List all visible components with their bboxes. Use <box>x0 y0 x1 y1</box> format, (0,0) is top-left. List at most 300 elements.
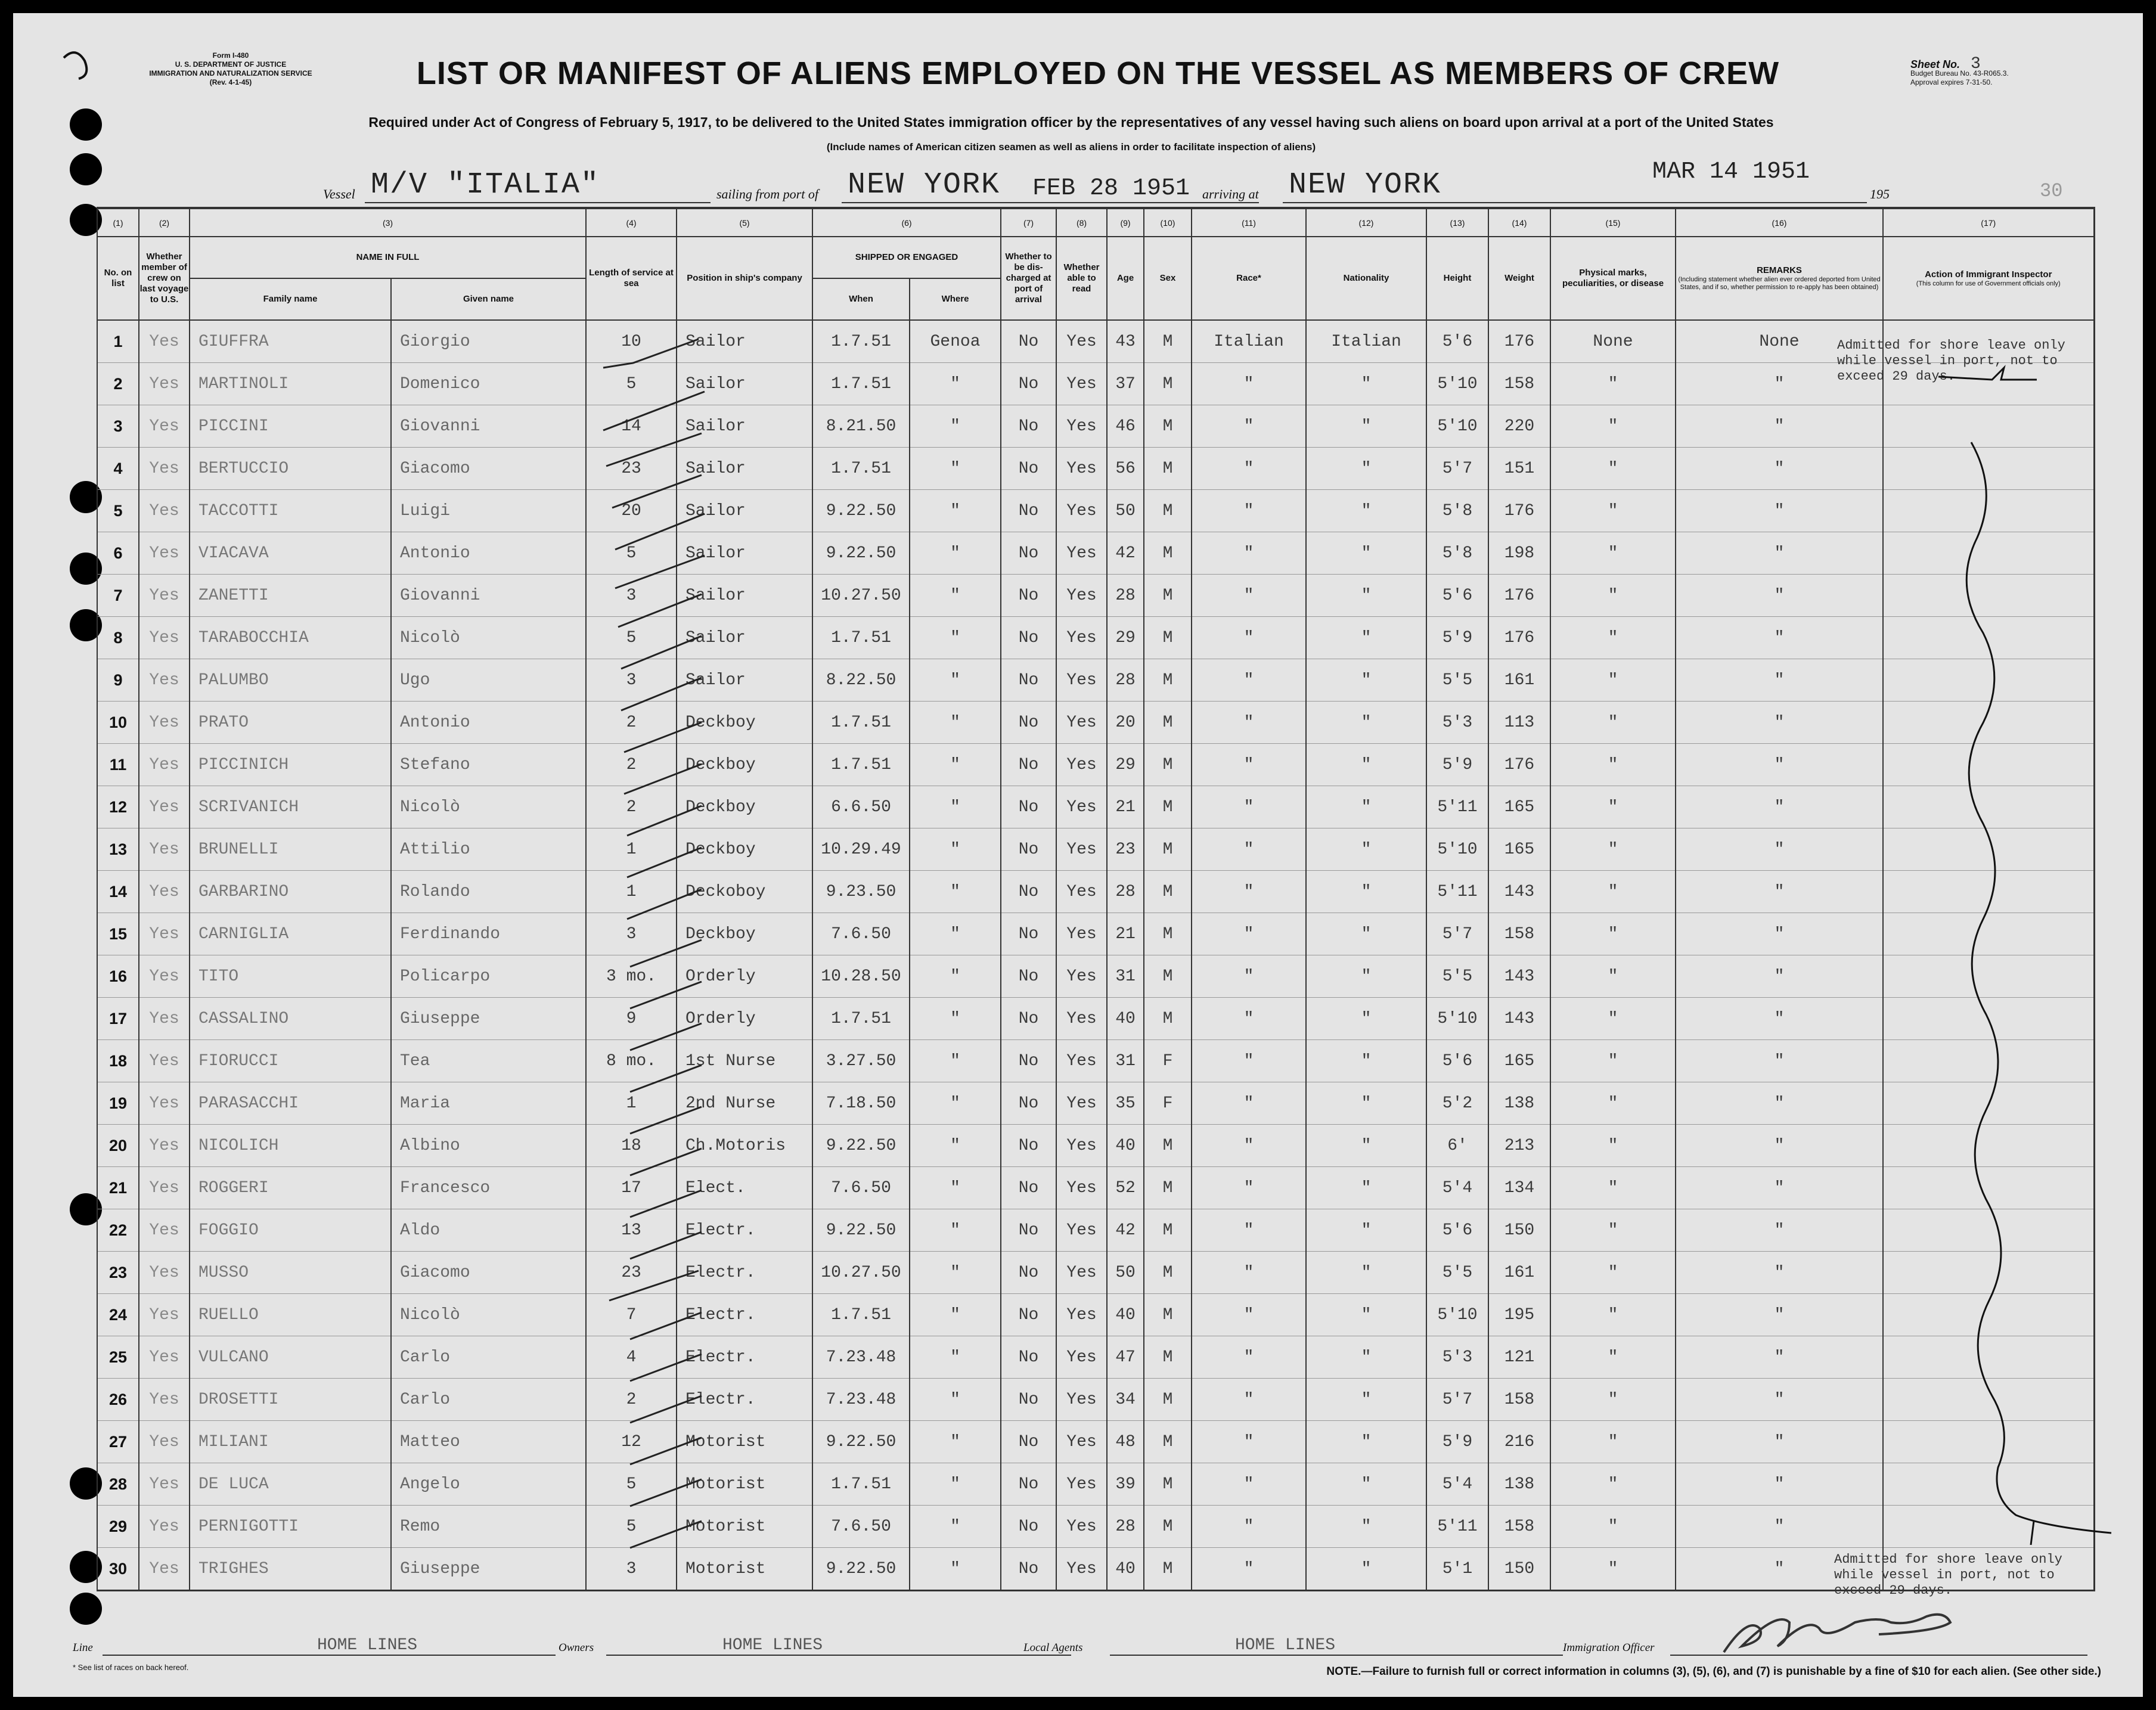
weight-cell: 151 <box>1488 448 1550 490</box>
given-name-cell: Angelo <box>391 1463 586 1506</box>
table-row <box>97 1548 2094 1591</box>
family-name-cell: BERTUCCIO <box>190 448 391 490</box>
sex-cell: M <box>1144 955 1192 998</box>
given-name-cell: Matteo <box>391 1421 586 1463</box>
discharged-cell: No <box>1001 913 1056 955</box>
department: U. S. DEPARTMENT OF JUSTICE <box>175 60 287 69</box>
shipped-when-cell: 9.22.50 <box>812 490 910 532</box>
able-to-read-cell: Yes <box>1056 998 1107 1040</box>
row-number-cell: 17 <box>97 998 139 1040</box>
admitted-note-top: Admitted for shore leave only while vessel in port, not to exceed 29 days. <box>1837 338 2065 384</box>
requirement-text: Required under Act of Congress of February 5, 1917, to be delivered to the United States immigration officer by the representatives of any vessel having such aliens on board upon arrival at a port of the United States <box>368 114 1774 130</box>
crew-last-voyage-cell: Yes <box>139 320 190 363</box>
crew-manifest-table <box>97 207 2095 1591</box>
header-length-service: Length of service at sea <box>586 237 677 320</box>
able-to-read-cell: Yes <box>1056 828 1107 871</box>
race-cell: " <box>1192 1294 1306 1336</box>
col-6-number: (6) <box>812 208 1001 237</box>
col-15-number: (15) <box>1550 208 1676 237</box>
table-row <box>97 1082 2094 1125</box>
agents-label: Local Agents <box>1023 1641 1083 1654</box>
race-cell: " <box>1192 659 1306 702</box>
family-name-cell: PERNIGOTTI <box>190 1506 391 1548</box>
given-name-cell: Nicolò <box>391 617 586 659</box>
weight-cell: 158 <box>1488 363 1550 405</box>
length-of-service-cell: 2 <box>586 786 677 828</box>
able-to-read-cell: Yes <box>1056 490 1107 532</box>
sex-cell: M <box>1144 405 1192 448</box>
inspector-action-cell <box>1883 1167 2094 1209</box>
physical-marks-cell: " <box>1550 871 1676 913</box>
weight-cell: 121 <box>1488 1336 1550 1379</box>
given-name-cell: Rolando <box>391 871 586 913</box>
shipped-where-cell: " <box>910 1209 1001 1252</box>
inspector-action-cell <box>1883 786 2094 828</box>
position-cell: Sailor <box>677 320 812 363</box>
sex-cell: M <box>1144 744 1192 786</box>
able-to-read-cell: Yes <box>1056 320 1107 363</box>
position-cell: Motorist <box>677 1463 812 1506</box>
shipped-when-cell: 10.29.49 <box>812 828 910 871</box>
col-3-number: (3) <box>190 208 586 237</box>
height-cell: 5'6 <box>1426 575 1488 617</box>
position-cell: Motorist <box>677 1548 812 1591</box>
remarks-cell: " <box>1676 448 1883 490</box>
vessel-label: Vessel <box>323 187 355 201</box>
nationality-cell: " <box>1306 998 1426 1040</box>
nationality-cell: " <box>1306 1421 1426 1463</box>
physical-marks-cell: " <box>1550 405 1676 448</box>
family-name-cell: ROGGERI <box>190 1167 391 1209</box>
table-row <box>97 1125 2094 1167</box>
arrival-date: MAR 14 1951 <box>1652 159 1810 185</box>
col-14-number: (14) <box>1488 208 1550 237</box>
remarks-cell: " <box>1676 913 1883 955</box>
inspector-action-cell <box>1883 1209 2094 1252</box>
weight-cell: 138 <box>1488 1082 1550 1125</box>
height-cell: 5'4 <box>1426 1463 1488 1506</box>
shipped-where-cell: " <box>910 744 1001 786</box>
row-number-cell: 8 <box>97 617 139 659</box>
crew-rows <box>97 320 2094 1591</box>
age-cell: 35 <box>1107 1082 1144 1125</box>
height-cell: 5'7 <box>1426 913 1488 955</box>
family-name-cell: DE LUCA <box>190 1463 391 1506</box>
race-cell: " <box>1192 617 1306 659</box>
table-row <box>97 1167 2094 1209</box>
length-of-service-cell: 23 <box>586 1252 677 1294</box>
family-name-cell: CARNIGLIA <box>190 913 391 955</box>
race-cell: " <box>1192 1379 1306 1421</box>
nationality-cell: " <box>1306 1082 1426 1125</box>
page-title: LIST OR MANIFEST OF ALIENS EMPLOYED ON THE VESSEL AS MEMBERS OF CREW <box>416 55 1780 91</box>
given-name-cell: Ferdinando <box>391 913 586 955</box>
table-row <box>97 913 2094 955</box>
discharged-cell: No <box>1001 1125 1056 1167</box>
crew-last-voyage-cell: Yes <box>139 617 190 659</box>
age-cell: 20 <box>1107 702 1144 744</box>
given-name-cell: Giovanni <box>391 405 586 448</box>
race-cell: " <box>1192 532 1306 575</box>
sex-cell: F <box>1144 1040 1192 1082</box>
race-cell: " <box>1192 1209 1306 1252</box>
race-cell: " <box>1192 1082 1306 1125</box>
shipped-when-cell: 1.7.51 <box>812 1463 910 1506</box>
header-inspector-action <box>1883 237 2094 320</box>
nationality-cell: " <box>1306 1548 1426 1591</box>
table-row <box>97 490 2094 532</box>
height-cell: 5'2 <box>1426 1082 1488 1125</box>
length-of-service-cell: 5 <box>586 1463 677 1506</box>
row-number-cell: 13 <box>97 828 139 871</box>
height-cell: 5'10 <box>1426 1294 1488 1336</box>
nationality-cell: " <box>1306 363 1426 405</box>
height-cell: 5'11 <box>1426 1506 1488 1548</box>
position-cell: Deckboy <box>677 913 812 955</box>
height-cell: 6' <box>1426 1125 1488 1167</box>
age-cell: 39 <box>1107 1463 1144 1506</box>
header-height: Height <box>1426 237 1488 320</box>
physical-marks-cell: None <box>1550 320 1676 363</box>
crew-last-voyage-cell: Yes <box>139 1209 190 1252</box>
length-of-service-cell: 5 <box>586 1506 677 1548</box>
sailing-port: NEW YORK <box>848 168 1001 202</box>
inspector-title: Action of Immigrant Inspector <box>1925 269 2052 280</box>
age-cell: 29 <box>1107 744 1144 786</box>
shipped-when-cell: 8.22.50 <box>812 659 910 702</box>
age-cell: 28 <box>1107 659 1144 702</box>
sex-cell: M <box>1144 1421 1192 1463</box>
nationality-cell: " <box>1306 448 1426 490</box>
physical-marks-cell: " <box>1550 702 1676 744</box>
admitted-note-bottom: Admitted for shore leave only while vessel in port, not to exceed 29 days. <box>1834 1552 2062 1598</box>
sex-cell: M <box>1144 1294 1192 1336</box>
sheet-info <box>1910 55 2101 87</box>
length-of-service-cell: 1 <box>586 1082 677 1125</box>
table-row <box>97 320 2094 363</box>
shipped-when-cell: 1.7.51 <box>812 1294 910 1336</box>
crew-last-voyage-cell: Yes <box>139 702 190 744</box>
height-cell: 5'8 <box>1426 532 1488 575</box>
height-cell: 5'9 <box>1426 744 1488 786</box>
crew-last-voyage-cell: Yes <box>139 1040 190 1082</box>
discharged-cell: No <box>1001 320 1056 363</box>
position-cell: Sailor <box>677 363 812 405</box>
col-4-number: (4) <box>586 208 677 237</box>
length-of-service-cell: 12 <box>586 1421 677 1463</box>
remarks-cell: " <box>1676 1336 1883 1379</box>
row-number-cell: 28 <box>97 1463 139 1506</box>
sex-cell: M <box>1144 320 1192 363</box>
sex-cell: M <box>1144 1463 1192 1506</box>
row-number-cell: 3 <box>97 405 139 448</box>
physical-marks-cell: " <box>1550 828 1676 871</box>
sex-cell: M <box>1144 871 1192 913</box>
col-5-number: (5) <box>677 208 812 237</box>
shipped-where-cell: " <box>910 1548 1001 1591</box>
age-cell: 21 <box>1107 786 1144 828</box>
revision: (Rev. 4-1-45) <box>209 78 252 86</box>
physical-marks-cell: " <box>1550 448 1676 490</box>
physical-marks-cell: " <box>1550 1421 1676 1463</box>
agents-value: HOME LINES <box>1235 1636 1336 1655</box>
discharged-cell: No <box>1001 490 1056 532</box>
nationality-cell: " <box>1306 532 1426 575</box>
row-number-cell: 16 <box>97 955 139 998</box>
age-cell: 23 <box>1107 828 1144 871</box>
position-cell: Sailor <box>677 617 812 659</box>
height-cell: 5'6 <box>1426 1209 1488 1252</box>
physical-marks-cell: " <box>1550 1379 1676 1421</box>
discharged-cell: No <box>1001 998 1056 1040</box>
nationality-cell: " <box>1306 405 1426 448</box>
able-to-read-cell: Yes <box>1056 1294 1107 1336</box>
family-name-cell: FIORUCCI <box>190 1040 391 1082</box>
include-note: (Include names of American citizen seamen as well as aliens in order to facilitate inspection of aliens) <box>826 141 1316 153</box>
col-12-number: (12) <box>1306 208 1426 237</box>
discharged-cell: No <box>1001 1209 1056 1252</box>
shipped-when-cell: 9.23.50 <box>812 871 910 913</box>
given-name-cell: Giorgio <box>391 320 586 363</box>
weight-cell: 216 <box>1488 1421 1550 1463</box>
table-row <box>97 1209 2094 1252</box>
crew-last-voyage-cell: Yes <box>139 575 190 617</box>
discharged-cell: No <box>1001 405 1056 448</box>
position-cell: Sailor <box>677 575 812 617</box>
family-name-cell: PICCINI <box>190 405 391 448</box>
shipped-where-cell: " <box>910 1421 1001 1463</box>
remarks-cell: " <box>1676 659 1883 702</box>
length-of-service-cell: 17 <box>586 1167 677 1209</box>
race-cell: " <box>1192 913 1306 955</box>
owners-value: HOME LINES <box>722 1636 823 1655</box>
inspector-action-cell <box>1883 744 2094 786</box>
remarks-cell: " <box>1676 702 1883 744</box>
length-of-service-cell: 3 <box>586 1548 677 1591</box>
table-row <box>97 1294 2094 1336</box>
crew-last-voyage-cell: Yes <box>139 1252 190 1294</box>
header-name-in-full: NAME IN FULL <box>190 237 586 278</box>
shipped-where-cell: Genoa <box>910 320 1001 363</box>
height-cell: 5'3 <box>1426 702 1488 744</box>
shipped-when-cell: 3.27.50 <box>812 1040 910 1082</box>
physical-marks-cell: " <box>1550 1506 1676 1548</box>
service: IMMIGRATION AND NATURALIZATION SERVICE <box>149 69 312 77</box>
table-row <box>97 1463 2094 1506</box>
crew-last-voyage-cell: Yes <box>139 532 190 575</box>
length-of-service-cell: 20 <box>586 490 677 532</box>
length-of-service-cell: 3 mo. <box>586 955 677 998</box>
shipped-when-cell: 7.23.48 <box>812 1379 910 1421</box>
discharged-cell: No <box>1001 532 1056 575</box>
row-number-cell: 18 <box>97 1040 139 1082</box>
discharged-cell: No <box>1001 1040 1056 1082</box>
fine-note: NOTE.—Failure to furnish full or correct information in columns (3), (5), (6), and (7) is punishable by a fine of $10 for each alien. (See other side.) <box>1326 1665 2101 1678</box>
discharged-cell: No <box>1001 1294 1056 1336</box>
crew-last-voyage-cell: Yes <box>139 786 190 828</box>
remarks-cell: " <box>1676 955 1883 998</box>
able-to-read-cell: Yes <box>1056 1252 1107 1294</box>
physical-marks-cell: " <box>1550 1040 1676 1082</box>
punch-hole <box>70 1593 102 1625</box>
table-row <box>97 1336 2094 1379</box>
crew-last-voyage-cell: Yes <box>139 1336 190 1379</box>
sex-cell: M <box>1144 828 1192 871</box>
col-2-number: (2) <box>139 208 190 237</box>
sex-cell: M <box>1144 913 1192 955</box>
nationality-cell: " <box>1306 575 1426 617</box>
table-row <box>97 955 2094 998</box>
physical-marks-cell: " <box>1550 1548 1676 1591</box>
age-cell: 40 <box>1107 1125 1144 1167</box>
row-number-cell: 1 <box>97 320 139 363</box>
height-cell: 5'9 <box>1426 1421 1488 1463</box>
physical-marks-cell: " <box>1550 998 1676 1040</box>
family-name-cell: VIACAVA <box>190 532 391 575</box>
header-age: Age <box>1107 237 1144 320</box>
weight-cell: 143 <box>1488 998 1550 1040</box>
remarks-cell: " <box>1676 828 1883 871</box>
line-label: Line <box>73 1641 93 1654</box>
row-number-cell: 9 <box>97 659 139 702</box>
able-to-read-cell: Yes <box>1056 955 1107 998</box>
owners-label: Owners <box>559 1641 594 1654</box>
given-name-cell: Luigi <box>391 490 586 532</box>
col-10-number: (10) <box>1144 208 1192 237</box>
given-name-cell: Aldo <box>391 1209 586 1252</box>
age-cell: 28 <box>1107 871 1144 913</box>
length-of-service-cell: 1 <box>586 828 677 871</box>
crew-last-voyage-cell: Yes <box>139 744 190 786</box>
physical-marks-cell: " <box>1550 617 1676 659</box>
race-cell: Italian <box>1192 320 1306 363</box>
height-cell: 5'10 <box>1426 828 1488 871</box>
length-of-service-cell: 3 <box>586 659 677 702</box>
crew-last-voyage-cell: Yes <box>139 871 190 913</box>
nationality-cell: " <box>1306 1379 1426 1421</box>
crew-last-voyage-cell: Yes <box>139 1463 190 1506</box>
race-cell: " <box>1192 1125 1306 1167</box>
crew-last-voyage-cell: Yes <box>139 1294 190 1336</box>
position-cell: Deckboy <box>677 702 812 744</box>
nationality-cell: " <box>1306 659 1426 702</box>
family-name-cell: PARASACCHI <box>190 1082 391 1125</box>
crew-last-voyage-cell: Yes <box>139 405 190 448</box>
shipped-where-cell: " <box>910 490 1001 532</box>
race-cell: " <box>1192 363 1306 405</box>
remarks-cell: " <box>1676 1463 1883 1506</box>
table-row <box>97 702 2094 744</box>
shipped-when-cell: 1.7.51 <box>812 320 910 363</box>
position-cell: Electr. <box>677 1209 812 1252</box>
position-cell: Electr. <box>677 1336 812 1379</box>
sailing-label: sailing from port of <box>716 187 818 201</box>
physical-marks-cell: " <box>1550 363 1676 405</box>
header-physical-marks: Physical marks, peculiarities, or disease <box>1550 237 1676 320</box>
physical-marks-cell: " <box>1550 744 1676 786</box>
discharged-cell: No <box>1001 1336 1056 1379</box>
nationality-cell: " <box>1306 1125 1426 1167</box>
height-cell: 5'5 <box>1426 659 1488 702</box>
race-cell: " <box>1192 1167 1306 1209</box>
family-name-cell: MUSSO <box>190 1252 391 1294</box>
shipped-when-cell: 9.22.50 <box>812 532 910 575</box>
family-name-cell: TARABOCCHIA <box>190 617 391 659</box>
remarks-cell: None <box>1676 320 1883 363</box>
header-given-name: Given name <box>391 278 586 320</box>
nationality-cell: " <box>1306 913 1426 955</box>
race-cell: " <box>1192 1421 1306 1463</box>
crew-last-voyage-cell: Yes <box>139 828 190 871</box>
able-to-read-cell: Yes <box>1056 532 1107 575</box>
race-cell: " <box>1192 575 1306 617</box>
remarks-cell: " <box>1676 405 1883 448</box>
sex-cell: M <box>1144 659 1192 702</box>
col-16-number: (16) <box>1676 208 1883 237</box>
sheet-number: 3 <box>1971 55 1981 73</box>
race-cell: " <box>1192 955 1306 998</box>
table-row <box>97 659 2094 702</box>
weight-cell: 176 <box>1488 320 1550 363</box>
shipped-when-cell: 9.22.50 <box>812 1209 910 1252</box>
remarks-cell: " <box>1676 1252 1883 1294</box>
position-cell: Deckboy <box>677 744 812 786</box>
arriving-port: NEW YORK <box>1289 168 1442 202</box>
table-row <box>97 405 2094 448</box>
table-row <box>97 617 2094 659</box>
nationality-cell: " <box>1306 744 1426 786</box>
remarks-cell: " <box>1676 617 1883 659</box>
age-cell: 29 <box>1107 617 1144 659</box>
shipped-when-cell: 1.7.51 <box>812 448 910 490</box>
age-cell: 40 <box>1107 1548 1144 1591</box>
able-to-read-cell: Yes <box>1056 1209 1107 1252</box>
age-cell: 50 <box>1107 1252 1144 1294</box>
col-9-number: (9) <box>1107 208 1144 237</box>
shipped-where-cell: " <box>910 1463 1001 1506</box>
inspector-action-cell <box>1883 702 2094 744</box>
shipped-when-cell: 7.23.48 <box>812 1336 910 1379</box>
race-cell: " <box>1192 405 1306 448</box>
position-cell: Sailor <box>677 448 812 490</box>
family-name-cell: DROSETTI <box>190 1379 391 1421</box>
weight-cell: 165 <box>1488 1040 1550 1082</box>
nationality-cell: " <box>1306 1167 1426 1209</box>
row-number-cell: 26 <box>97 1379 139 1421</box>
given-name-cell: Antonio <box>391 702 586 744</box>
sex-cell: M <box>1144 998 1192 1040</box>
height-cell: 5'6 <box>1426 320 1488 363</box>
row-number-cell: 24 <box>97 1294 139 1336</box>
race-cell: " <box>1192 490 1306 532</box>
able-to-read-cell: Yes <box>1056 448 1107 490</box>
shipped-where-cell: " <box>910 1379 1001 1421</box>
length-of-service-cell: 9 <box>586 998 677 1040</box>
discharged-cell: No <box>1001 955 1056 998</box>
crew-last-voyage-cell: Yes <box>139 1548 190 1591</box>
age-cell: 50 <box>1107 490 1144 532</box>
sex-cell: M <box>1144 363 1192 405</box>
sex-cell: F <box>1144 1082 1192 1125</box>
inspector-action-cell <box>1883 871 2094 913</box>
row-number-cell: 11 <box>97 744 139 786</box>
shipped-where-cell: " <box>910 405 1001 448</box>
shipped-where-cell: " <box>910 702 1001 744</box>
row-number-cell: 14 <box>97 871 139 913</box>
remarks-cell: " <box>1676 1421 1883 1463</box>
crew-last-voyage-cell: Yes <box>139 913 190 955</box>
shipped-when-cell: 10.28.50 <box>812 955 910 998</box>
